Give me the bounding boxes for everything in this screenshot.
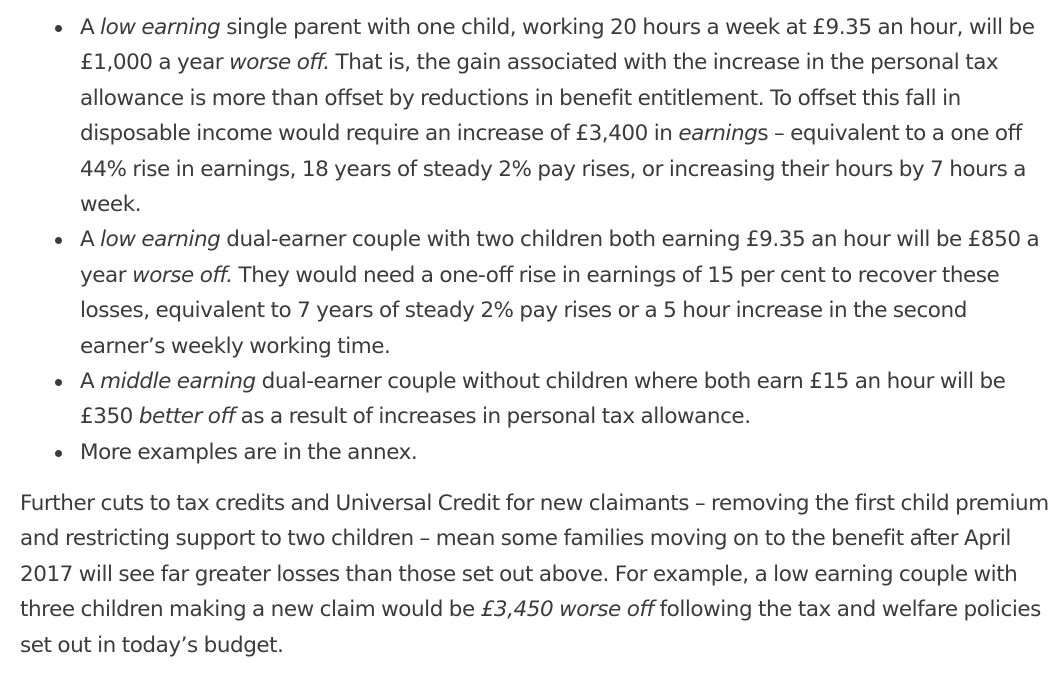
list-item	[0, 435, 1064, 470]
text-segment: A	[80, 369, 101, 395]
bullet-dot	[55, 25, 62, 32]
bullet-list	[0, 10, 1064, 470]
bullet-dot	[55, 450, 62, 457]
emphasis-text: low earning	[100, 15, 221, 40]
emphasis-text: low earning	[100, 227, 221, 253]
text-segment: They would need a one-off rise in earnings of 15 per cent to recover these losses, equivalent to 7 years of steady 2% pay rises or a 5 hour increase in the second earner’s weekly working time.	[80, 262, 1000, 359]
emphasis-text: worse off.	[229, 50, 330, 76]
bullet-dot	[55, 379, 62, 386]
text-segment: following the tax and welfare policies set out in today’s budget.	[20, 597, 1041, 658]
text-segment: A	[80, 15, 101, 40]
body-paragraph	[20, 486, 1060, 663]
list-item	[0, 222, 1064, 364]
text-segment: More examples are in the annex.	[80, 439, 418, 465]
text-segment: single parent with one child, working 20 hours a week at £9.35 an hour, will be £1,000 a year	[80, 15, 1035, 76]
text-segment: A	[80, 227, 101, 253]
text-segment: s – equivalent to a one off 44% rise in earnings, 18 years of steady 2% pay rises, or increasing their hours by 7 hours a week.	[80, 121, 1027, 218]
emphasis-text: better off	[138, 404, 235, 430]
text-segment: That is, the gain associated with the increase in the personal tax allowance is more than offset by reductions in benefit entitlement. To offset this fall in disposable income would require an increase of £3,400 in	[80, 50, 999, 147]
emphasis-text: worse off.	[132, 262, 233, 288]
text-segment: dual-earner couple with two children both earning £9.35 an hour will be £850 a year	[80, 227, 1040, 288]
emphasis-text: middle earning	[100, 369, 256, 395]
list-item	[0, 364, 1064, 435]
text-segment: as a result of increases in personal tax allowance.	[234, 404, 751, 430]
text-segment: Further cuts to tax credits and Universal Credit for new claimants – removing the first child premium and restricting support to two children – mean some families moving on to the benefit after April 2017 will see far greater losses than those set out above. For example, a low earning couple with three children making a new claim would be	[20, 491, 1049, 623]
emphasis-text: earning	[678, 121, 758, 147]
list-item	[0, 10, 1064, 222]
emphasis-text: £3,450 worse off	[480, 597, 654, 623]
text-segment: dual-earner couple without children where both earn £15 an hour will be £350	[80, 369, 1006, 430]
bullet-dot	[55, 237, 62, 244]
